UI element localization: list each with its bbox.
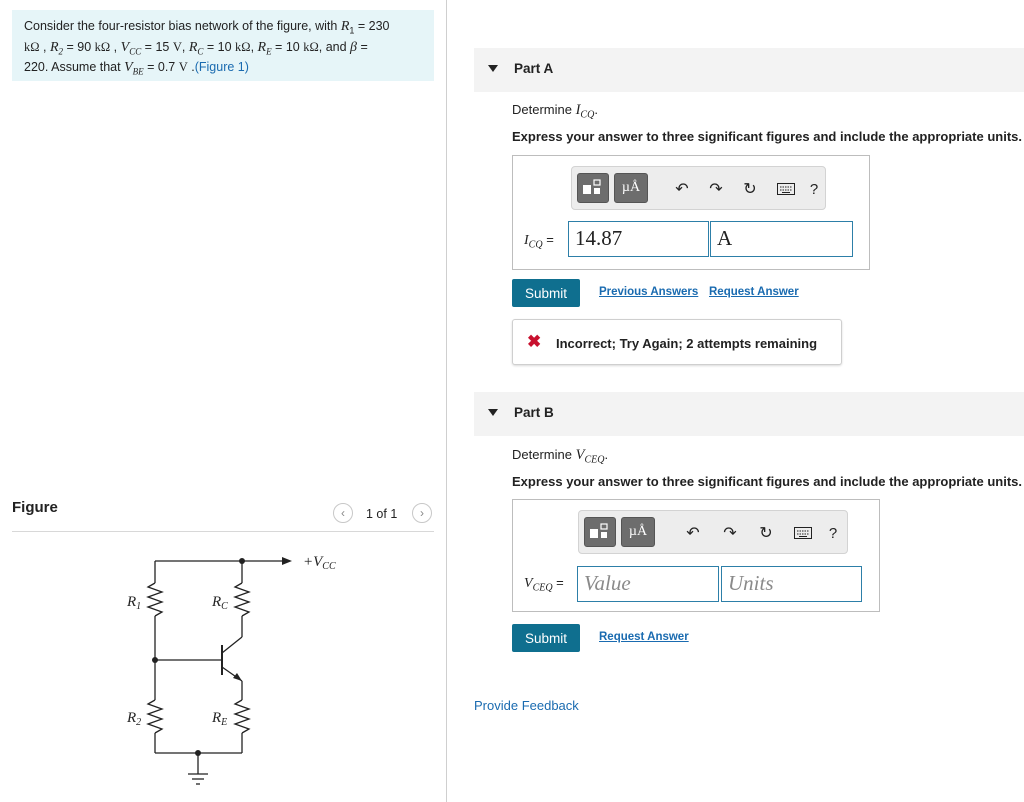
collapse-triangle-icon [488, 65, 498, 72]
chevron-left-icon: ‹ [341, 506, 345, 520]
reset-button[interactable] [740, 179, 760, 199]
part-b-submit-button[interactable]: Submit [512, 624, 580, 652]
figure-link[interactable]: (Figure 1) [194, 60, 249, 74]
figure-page-count: 1 of 1 [366, 507, 398, 521]
problem-text-segment: kΩ [235, 39, 251, 54]
keyboard-button[interactable] [793, 523, 813, 543]
help-button[interactable] [823, 523, 843, 543]
problem-line-3: 220. Assume that $V_{BE} = 0.7$ V .(Figure 1) [24, 60, 249, 77]
collector-lead [222, 637, 242, 653]
problem-text-segment: , [181, 39, 189, 54]
emitter-arrow [233, 673, 242, 681]
icq-units-input[interactable]: A [710, 221, 853, 257]
column-divider [446, 0, 447, 802]
undo-button[interactable] [672, 179, 692, 199]
templates-button[interactable] [584, 517, 616, 547]
problem-text-segment: , and [318, 39, 351, 54]
reset-button[interactable] [756, 523, 776, 543]
vceq-units-input[interactable]: Units [721, 566, 862, 602]
vcc-label: $+V_{CC}$ [303, 554, 336, 572]
problem-text-segment: = 10 [203, 39, 236, 54]
part-b-instructions: Express your answer to three significant figures and include the appropriate units. [512, 474, 1022, 489]
chevron-right-icon: › [420, 506, 424, 520]
problem-text-segment: 2 [58, 46, 64, 56]
redo-icon: ↷ [709, 181, 723, 198]
icq-field-label: $I_{CQ}$ = [524, 232, 554, 251]
re-resistor [235, 700, 249, 733]
figure-divider [12, 531, 434, 532]
help-button[interactable] [804, 179, 824, 199]
r2-label: $R_2$ [127, 710, 142, 728]
problem-text-segment: V [172, 39, 182, 54]
problem-text-segment: = [357, 39, 368, 54]
junction-node [195, 750, 201, 756]
part-b-label: Part B [514, 405, 554, 420]
problem-statement [12, 10, 434, 81]
keyboard-icon [777, 183, 795, 195]
r2-resistor [148, 700, 162, 733]
vceq-field-label: $V_{CEQ}$ = [524, 575, 564, 594]
feedback-message: Incorrect; Try Again; 2 attempts remaining [556, 336, 818, 351]
undo-icon: ↶ [686, 525, 700, 542]
templates-icon [585, 518, 615, 546]
r1-label: $R_1$ [127, 594, 142, 612]
part-b-header[interactable] [474, 392, 1024, 436]
part-b-prompt: Determine $V_{CEQ}$. [512, 447, 609, 466]
junction-node [152, 657, 158, 663]
problem-text-segment: kΩ [94, 39, 111, 54]
problem-text-segment: R [257, 39, 267, 55]
provide-feedback-link[interactable]: Provide Feedback [474, 698, 579, 713]
part-a-submit-button[interactable]: Submit [512, 279, 580, 307]
reset-icon: ↻ [743, 181, 757, 198]
icq-value-input[interactable]: 14.87 [568, 221, 709, 257]
part-a-request-answer-link[interactable]: Request Answer [709, 286, 799, 298]
problem-text-segment: R [49, 39, 59, 55]
part-a-header[interactable] [474, 48, 1024, 92]
problem-text-segment: = 90 [63, 39, 95, 54]
problem-text-segment: C [197, 46, 204, 56]
part-a-answer-panel [512, 155, 870, 270]
units-icon: µÅ [628, 524, 648, 539]
rc-resistor [235, 583, 249, 616]
part-b-request-answer-link[interactable]: Request Answer [599, 631, 689, 643]
redo-icon: ↷ [723, 525, 737, 542]
part-a-feedback [512, 319, 842, 365]
rc-label: $R_C$ [212, 594, 228, 612]
problem-text-segment: kΩ [303, 39, 319, 54]
next-figure-button[interactable] [412, 503, 432, 523]
collapse-triangle-icon [488, 409, 498, 416]
templates-icon [578, 174, 608, 202]
part-a-instructions: Express your answer to three significant figures and include the appropriate units. [512, 129, 1022, 144]
problem-text-segment: , [250, 39, 258, 54]
templates-button[interactable] [577, 173, 609, 203]
incorrect-x-icon: ✖ [527, 332, 542, 351]
problem-text-segment: = 10 [271, 39, 304, 54]
problem-text-segment: R [188, 39, 198, 55]
re-label: $R_E$ [212, 710, 228, 728]
redo-button[interactable] [706, 179, 726, 199]
problem-text-segment: E [266, 46, 272, 56]
undo-icon: ↶ [675, 181, 689, 198]
problem-text-segment: CC [129, 46, 142, 56]
part-b-toolbar [578, 510, 848, 554]
part-b-answer-panel [512, 499, 880, 612]
units-button[interactable] [621, 517, 655, 547]
problem-line-2 [24, 39, 422, 60]
keyboard-button[interactable] [776, 179, 796, 199]
circuit-diagram [100, 545, 360, 795]
problem-text-segment: , [110, 39, 121, 54]
problem-line-1: Consider the four-resistor bias network of the figure, with $R_1 = 230$ [24, 19, 390, 36]
help-icon: ? [828, 524, 838, 542]
reset-icon: ↻ [759, 525, 773, 542]
part-a-prompt: Determine $I_{CQ}$. [512, 102, 598, 121]
keyboard-icon [794, 527, 812, 539]
vceq-value-input[interactable]: Value [577, 566, 719, 602]
units-button[interactable] [614, 173, 648, 203]
junction-node [239, 558, 245, 564]
part-a-label: Part A [514, 61, 554, 76]
problem-text-segment: β [350, 39, 358, 55]
previous-figure-button[interactable] [333, 503, 353, 523]
r1-resistor [148, 583, 162, 616]
undo-button[interactable] [683, 523, 703, 543]
help-icon: ? [809, 180, 819, 198]
problem-text-segment: = 15 [141, 39, 173, 54]
problem-text-segment: V [120, 39, 130, 55]
vcc-arrow [282, 557, 292, 565]
units-icon: µÅ [621, 180, 641, 195]
redo-button[interactable] [720, 523, 740, 543]
problem-text-segment: , [39, 39, 50, 54]
part-a-toolbar [571, 166, 826, 210]
problem-text-segment: kΩ [24, 39, 40, 54]
previous-answers-link[interactable]: Previous Answers [599, 286, 699, 298]
figure-title: Figure [12, 499, 58, 516]
